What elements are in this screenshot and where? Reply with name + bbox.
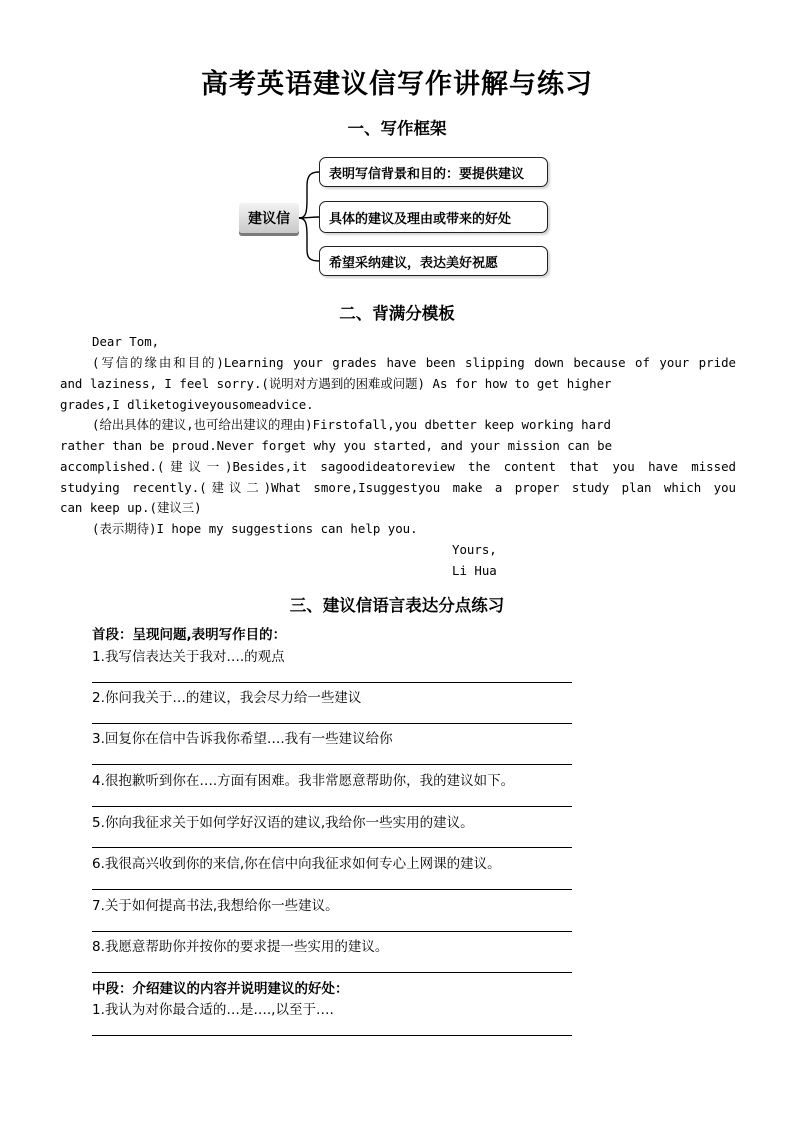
answer-line[interactable] (92, 931, 572, 932)
practice-part2-heading: 中段：介绍建议的内容并说明建议的好处： (92, 981, 349, 997)
answer-line[interactable] (92, 847, 572, 848)
practice-item: 7.关于如何提高书法,我想给你一些建议。 (92, 898, 339, 914)
answer-line[interactable] (92, 723, 572, 724)
letter-line: accomplished.(建议一)Besides,it sagoodideatoreview the content that you have missed (60, 459, 736, 474)
letter-line: can keep up.(建议三) (60, 500, 202, 515)
section-heading-framework: 一、写作框架 (347, 119, 447, 138)
letter-line: grades,I dliketogiveyousomeadvice. (60, 397, 314, 412)
letter-line: and laziness, I feel sorry.(说明对方遇到的困难或问题) As for how to get higher (60, 376, 612, 391)
practice-item: 3.回复你在信中告诉我你希望….我有一些建议给你 (92, 731, 393, 747)
practice-item: 8.我愿意帮助你并按你的要求提一些实用的建议。 (92, 939, 389, 955)
answer-line[interactable] (92, 889, 572, 890)
practice-item: 6.我很高兴收到你的来信,你在信中向我征求如何专心上网课的建议。 (92, 856, 501, 872)
answer-line[interactable] (92, 1035, 572, 1036)
answer-line[interactable] (92, 972, 572, 973)
mindmap-branch-1: 表明写信背景和目的：要提供建议 (319, 157, 548, 187)
letter-line: (给出具体的建议,也可给出建议的理由)Firstofall,you dbetter keep working hard (92, 417, 612, 432)
section-heading-template: 二、背满分模板 (339, 304, 455, 323)
letter-line: studying recently.(建议二)What smore,Isuggestyou make a proper study plan which you (60, 480, 736, 495)
page-title: 高考英语建议信写作讲解与练习 (201, 69, 593, 100)
practice-item: 5.你向我征求关于如何学好汉语的建议,我给你一些实用的建议。 (92, 815, 474, 831)
mindmap-branch-2: 具体的建议及理由或带来的好处 (319, 201, 548, 233)
practice-part1-heading: 首段：呈现问题,表明写作目的： (92, 627, 287, 643)
answer-line[interactable] (92, 764, 572, 765)
mindmap-branch-3: 希望采纳建议，表达美好祝愿 (319, 246, 548, 276)
practice-item: 2.你问我关于…的建议，我会尽力给一些建议 (92, 690, 362, 706)
practice-item: 4.很抱歉听到你在….方面有困难。我非常愿意帮助你，我的建议如下。 (92, 773, 515, 789)
practice-item: 1.我认为对你最合适的…是….,以至于…. (92, 1002, 334, 1018)
section-heading-practice: 三、建议信语言表达分点练习 (289, 596, 505, 615)
mindmap-root: 建议信 (239, 203, 299, 233)
letter-line: (表示期待)I hope my suggestions can help you. (92, 521, 418, 536)
answer-line[interactable] (92, 682, 572, 683)
letter-line: rather than be proud.Never forget why you started, and your mission can be (60, 438, 613, 453)
letter-signature: Li Hua (452, 563, 497, 578)
letter-line: (写信的缘由和目的)Learning your grades have been slipping down because of your pride (92, 355, 736, 370)
letter-salutation: Dear Tom, (92, 334, 160, 349)
answer-line[interactable] (92, 806, 572, 807)
practice-item: 1.我写信表达关于我对….的观点 (92, 649, 285, 665)
letter-closing: Yours, (452, 542, 497, 557)
